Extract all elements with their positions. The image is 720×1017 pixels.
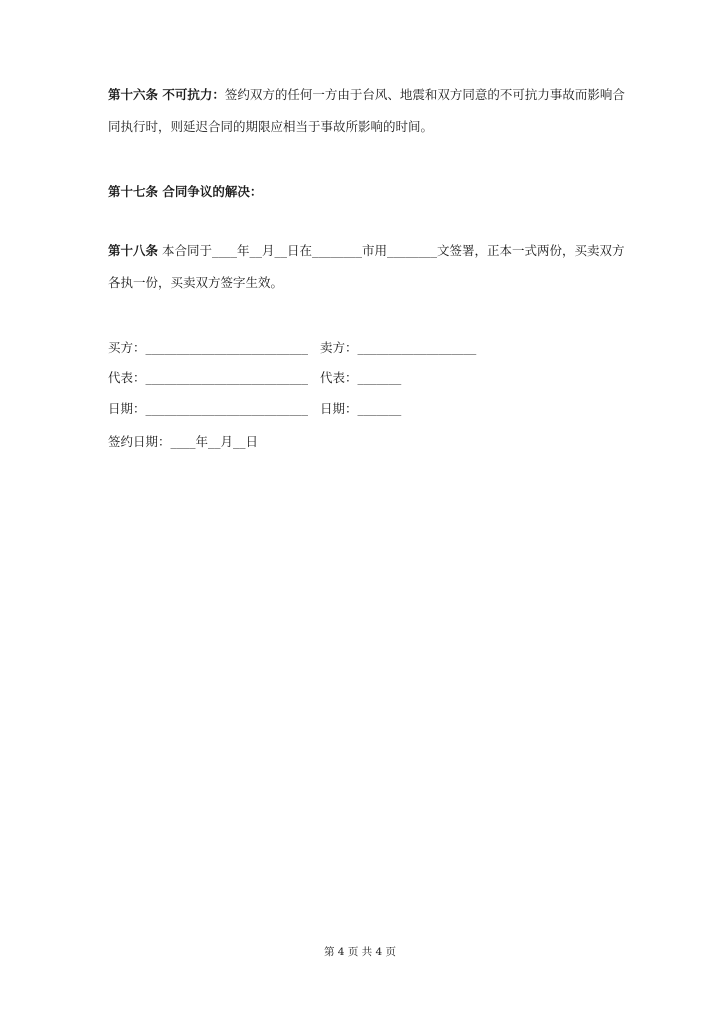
- signing-date-line: 签约日期：____年__月__日: [108, 434, 259, 449]
- seller-signature-line: 卖方：___________________: [320, 340, 477, 355]
- article-16: [108, 86, 625, 136]
- article-16-text-1: 签约双方的任何一方由于台风、地震和双方同意的不可抗力事故而影响合: [224, 87, 625, 102]
- article-18: [108, 242, 625, 292]
- seller-representative-line: 代表：_______: [320, 370, 402, 385]
- article-16-line-1: [108, 86, 625, 104]
- buyer-representative-line: 代表：__________________________: [108, 370, 309, 385]
- buyer-date-line: 日期：__________________________: [108, 401, 309, 416]
- article-17-heading: 第十七条 合同争议的解决：: [108, 184, 263, 199]
- article-18-text-2: 各执一份，买卖双方签字生效。: [108, 275, 284, 290]
- article-16-heading: 第十六条 不可抗力：: [108, 87, 225, 102]
- seller-date-line: 日期：_______: [320, 401, 402, 416]
- article-18-line-1: [108, 242, 625, 260]
- article-17: [108, 183, 618, 201]
- article-18-text-1: 本合同于____年__月__日在________市用________文签署，正本一式两份，买卖双方: [158, 243, 625, 258]
- page-footer: 第 4 页 共 4 页: [323, 946, 397, 958]
- buyer-signature-line: 买方：__________________________: [108, 340, 309, 355]
- article-18-heading: 第十八条: [108, 243, 159, 258]
- article-16-text-2: 同执行时，则延迟合同的期限应相当于事故所影响的时间。: [108, 119, 434, 134]
